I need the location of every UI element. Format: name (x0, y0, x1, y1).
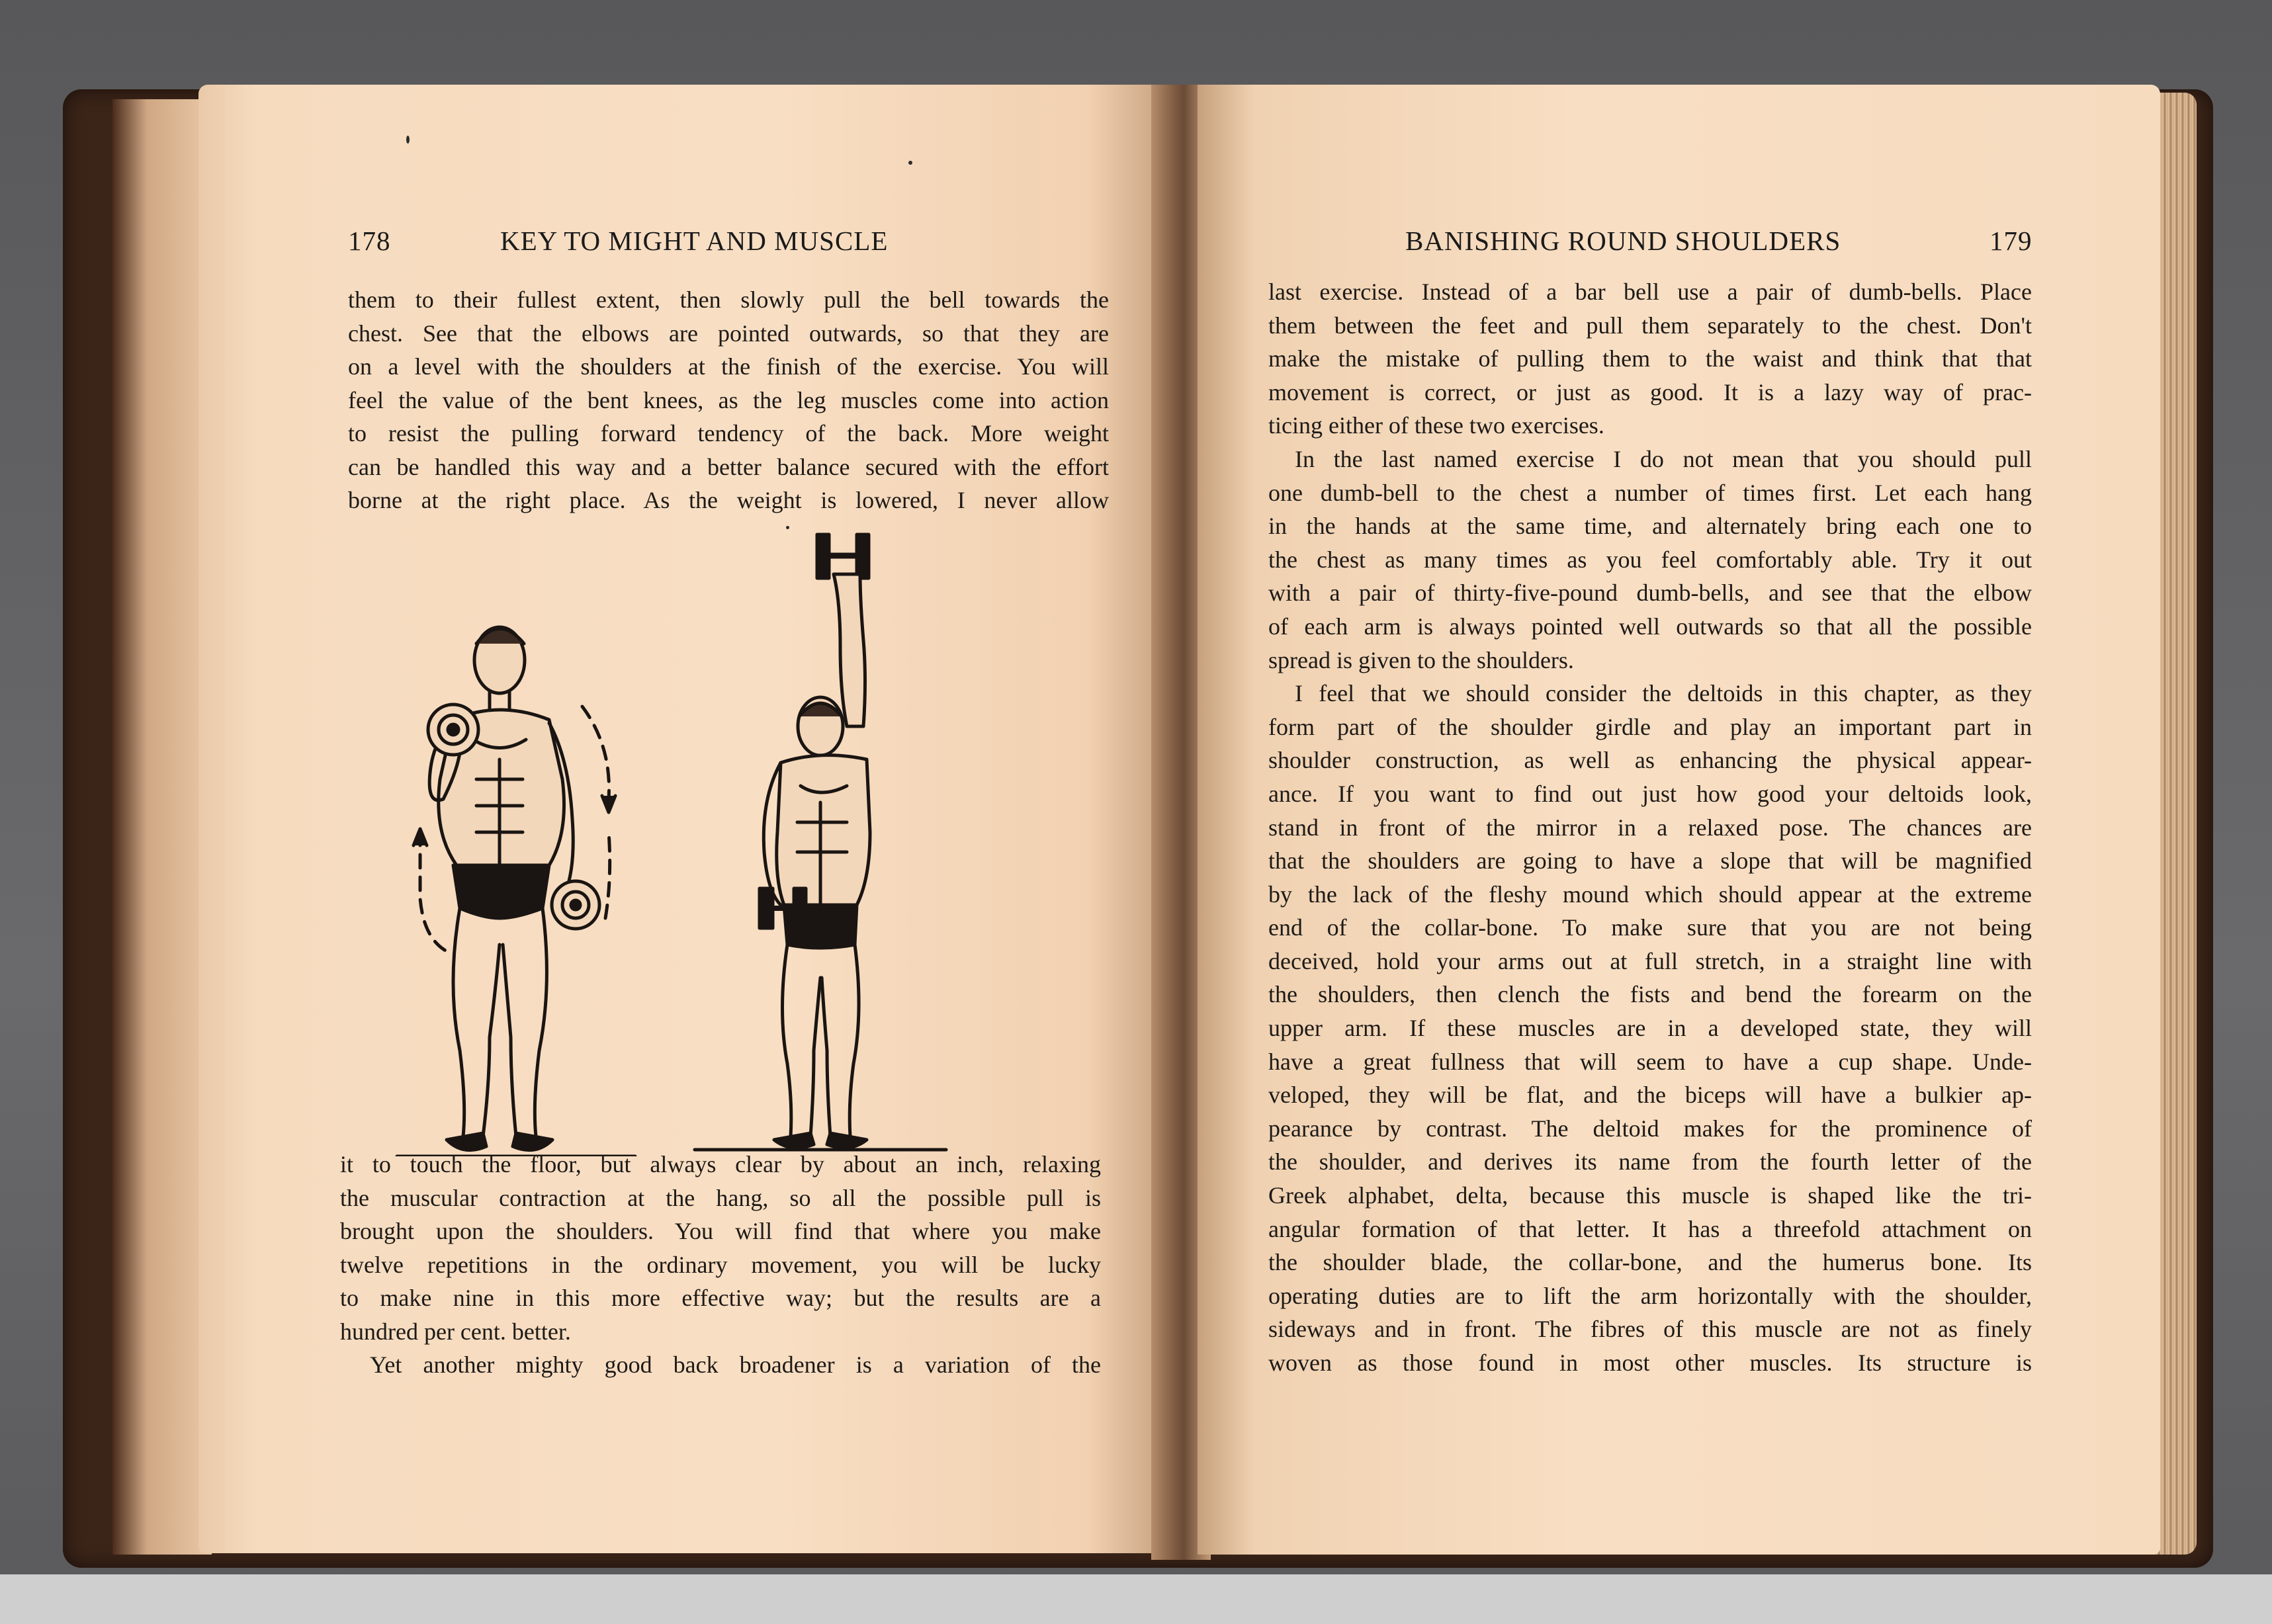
text-line: the muscular contraction at the hang, so all the possible pull is (340, 1184, 1101, 1211)
text-line: borne at the right place. As the weight is lowered, I never allow (348, 487, 1109, 513)
text-line: Yet another mighty good back broadener is a variation of the (370, 1351, 1101, 1378)
right-page-number: 179 (1989, 226, 2032, 256)
text-line: the chest as many times as you feel comfortably able. Try it out (1268, 546, 2032, 573)
text-line: In the last named exercise I do not mean that you should pull (1295, 445, 2032, 472)
text-line: sideways and in front. The fibres of this muscle are not as finely (1268, 1316, 2032, 1343)
right-running-head: BANISHING ROUND SHOULDERS (1405, 226, 1841, 256)
left-running-head: KEY TO MIGHT AND MUSCLE (500, 226, 889, 256)
figure-curling-dumbbells (397, 627, 635, 1156)
text-line: the shoulders, then clench the fists and bend the forearm on the (1268, 981, 2032, 1008)
paper-speck (908, 161, 912, 165)
text-line: that the shoulders are going to have a slope that will be magnified (1268, 847, 2032, 875)
text-line: operating duties are to lift the arm horizontally with the shoulder, (1268, 1282, 2032, 1309)
text-line: woven as those found in most other muscles. Its structure is (1268, 1349, 2032, 1376)
left-page-number: 178 (348, 226, 391, 256)
text-line: hundred per cent. better. (340, 1318, 571, 1345)
text-line: twelve repetitions in the ordinary movement, you will be lucky (340, 1251, 1101, 1278)
text-line: the shoulder blade, the collar-bone, and the humerus bone. Its (1268, 1249, 2032, 1276)
text-line: upper arm. If these muscles are in a developed state, they will (1268, 1015, 2032, 1042)
text-line: in the hands at the same time, and alternately bring each one to (1268, 513, 2032, 540)
text-line: angular formation of that letter. It has a threefold attachment on (1268, 1215, 2032, 1242)
text-line: to make nine in this more effective way; but the results are a (340, 1285, 1101, 1311)
text-line: ance. If you want to find out just how good your deltoids look, (1268, 780, 2032, 807)
text-line: them between the feet and pull them separately to the chest. Don't (1268, 312, 2032, 339)
text-line: stand in front of the mirror in a relaxed pose. The chances are (1268, 814, 2032, 841)
paper-speck (406, 136, 410, 144)
text-line: on a level with the shoulders at the finish of the exercise. You will (348, 353, 1109, 380)
text-line: spread is given to the shoulders. (1268, 646, 1574, 673)
text-line: Greek alphabet, delta, because this muscle is shaped like the tri- (1268, 1182, 2032, 1209)
text-line: them to their fullest extent, then slowly pull the bell towards the (348, 286, 1109, 313)
scanner-bed-edge (0, 1574, 2272, 1624)
text-line: to resist the pulling forward tendency of the back. More weight (348, 420, 1109, 447)
text-line: of each arm is always pointed well outwards so that all the possible (1268, 613, 2032, 640)
text-line: end of the collar-bone. To make sure that you are not being (1268, 914, 2032, 941)
text-line: shoulder construction, as well as enhancing the physical appear- (1268, 747, 2032, 774)
text-line: veloped, they will be flat, and the biceps will have a bulkier ap- (1268, 1082, 2032, 1109)
text-line: brought upon the shoulders. You will find that where you make (340, 1218, 1101, 1244)
left-text-bottom (340, 1148, 1101, 1382)
text-line: with a pair of thirty-five-pound dumb-bells, and see that the elbow (1268, 579, 2032, 607)
text-line: make the mistake of pulling them to the waist and think that that (1268, 345, 2032, 372)
left-page-edge (112, 99, 212, 1555)
text-line: feel the value of the bent knees, as the leg muscles come into action (348, 386, 1109, 413)
right-text (1268, 275, 2032, 1380)
right-page (1198, 85, 2160, 1555)
text-line: pearance by contrast. The deltoid makes for the prominence of (1268, 1115, 2032, 1142)
text-line: ticing either of these two exercises. (1268, 412, 1604, 439)
text-line: chest. See that the elbows are pointed outwards, so that they are (348, 320, 1109, 347)
exercise-illustration (384, 521, 1032, 1156)
text-line: one dumb-bell to the chest a number of times first. Let each hang (1268, 479, 2032, 506)
text-line: have a great fullness that will seem to have a cup shape. Unde- (1268, 1048, 2032, 1075)
text-line: deceived, hold your arms out at full stretch, in a straight line with (1268, 947, 2032, 974)
text-line: last exercise. Instead of a bar bell use a pair of dumb-bells. Place (1268, 278, 2032, 305)
left-text-top (348, 283, 1109, 517)
text-line: form part of the shoulder girdle and play an important part in (1268, 713, 2032, 740)
text-line: movement is correct, or just as good. It is a lazy way of prac- (1268, 378, 2032, 406)
text-line: I feel that we should consider the deltoids in this chapter, as they (1295, 680, 2032, 707)
text-line: it to touch the floor, but always clear by about an inch, relaxing (340, 1151, 1101, 1177)
text-line: by the lack of the fleshy mound which should appear at the extreme (1268, 880, 2032, 908)
figure-pressing-dumbbell (695, 534, 946, 1150)
text-line: can be handled this way and a better balance secured with the effort (348, 453, 1109, 480)
paper-speck (786, 526, 789, 529)
text-line: the shoulder, and derives its name from the fourth letter of the (1268, 1148, 2032, 1175)
left-page (198, 85, 1166, 1553)
